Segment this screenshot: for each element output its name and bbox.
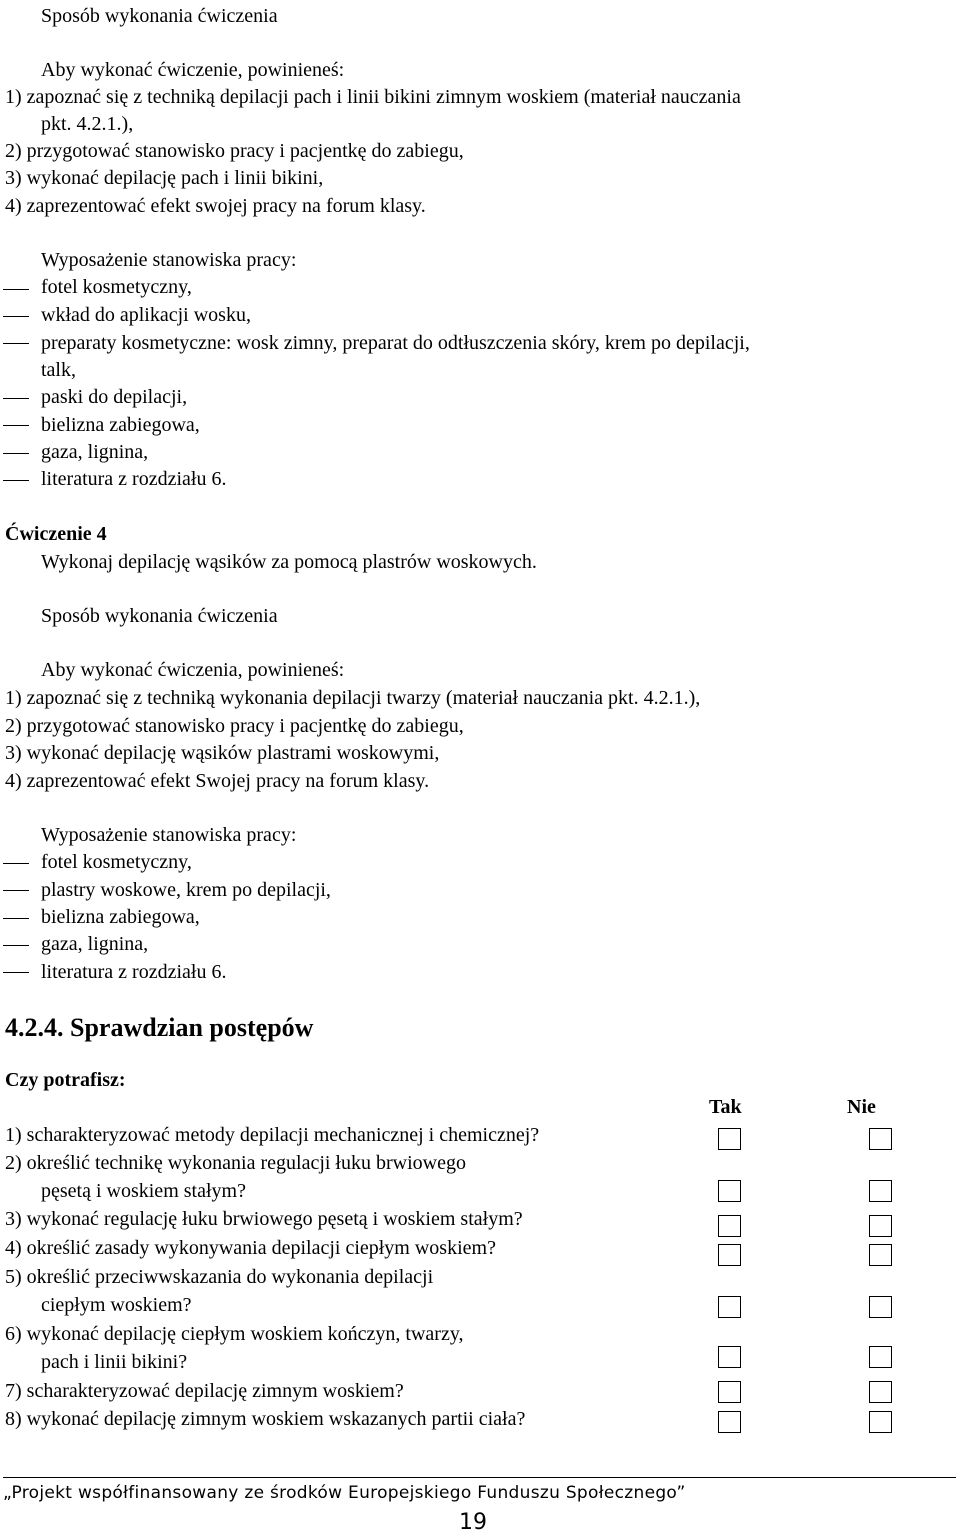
no-checkbox[interactable]	[869, 1128, 892, 1150]
step-item: 1) zapoznać się z techniką wykonania depilacji twarzy (materiał nauczania pkt. 4.2.1.),	[5, 687, 701, 709]
equipment-item: paski do depilacji,	[41, 386, 188, 408]
list-dash	[3, 918, 29, 919]
yes-checkbox[interactable]	[718, 1411, 741, 1433]
yes-checkbox[interactable]	[718, 1215, 741, 1237]
list-dash	[3, 343, 29, 344]
question-item: 5) określić przeciwwskazania do wykonania depilacji	[5, 1266, 434, 1288]
footer-divider	[3, 1477, 956, 1478]
method-intro: Aby wykonać ćwiczenie, powinieneś:	[41, 59, 345, 81]
yes-checkbox[interactable]	[718, 1296, 741, 1318]
no-checkbox[interactable]	[869, 1381, 892, 1403]
question-item-continuation: pach i linii bikini?	[41, 1351, 188, 1373]
column-yes-header: Tak	[709, 1096, 742, 1118]
page-number: 19	[459, 1510, 487, 1535]
exercise-heading: Ćwiczenie 4	[5, 523, 107, 545]
yes-checkbox[interactable]	[718, 1128, 741, 1150]
question-item: 7) scharakteryzować depilację zimnym woskiem?	[5, 1380, 404, 1402]
list-dash	[3, 863, 29, 864]
method-title: Sposób wykonania ćwiczenia	[41, 5, 278, 27]
question-item: 4) określić zasady wykonywania depilacji ciepłym woskiem?	[5, 1237, 496, 1259]
equipment-title: Wyposażenie stanowiska pracy:	[41, 249, 297, 271]
no-checkbox[interactable]	[869, 1215, 892, 1237]
equipment-item: gaza, lignina,	[41, 933, 149, 955]
equipment-item-continuation: talk,	[41, 359, 76, 381]
question-item: 3) wykonać regulację łuku brwiowego pęsetą i woskiem stałym?	[5, 1208, 523, 1230]
equipment-item: bielizna zabiegowa,	[41, 414, 200, 436]
equipment-item: plastry woskowe, krem po depilacji,	[41, 879, 331, 901]
step-item: 4) zaprezentować efekt swojej pracy na forum klasy.	[5, 195, 426, 217]
no-checkbox[interactable]	[869, 1244, 892, 1266]
exercise-task: Wykonaj depilację wąsików za pomocą plastrów woskowych.	[41, 551, 537, 573]
step-item: 3) wykonać depilację wąsików plastrami woskowymi,	[5, 742, 440, 764]
step-item: 3) wykonać depilację pach i linii bikini,	[5, 167, 324, 189]
method-intro: Aby wykonać ćwiczenia, powinieneś:	[41, 659, 345, 681]
yes-checkbox[interactable]	[718, 1180, 741, 1202]
yes-checkbox[interactable]	[718, 1381, 741, 1403]
list-dash	[3, 398, 29, 399]
list-dash	[3, 453, 29, 454]
equipment-item: bielizna zabiegowa,	[41, 906, 200, 928]
equipment-item: gaza, lignina,	[41, 441, 149, 463]
no-checkbox[interactable]	[869, 1346, 892, 1368]
list-dash	[3, 890, 29, 891]
question-item: 8) wykonać depilację zimnym woskiem wskazanych partii ciała?	[5, 1408, 526, 1430]
step-item: 2) przygotować stanowisko pracy i pacjentkę do zabiegu,	[5, 140, 464, 162]
equipment-item: wkład do aplikacji wosku,	[41, 304, 251, 326]
footer-text: „Projekt współfinansowany ze środków Europejskiego Funduszu Społecznego”	[3, 1483, 686, 1503]
column-no-header: Nie	[847, 1096, 876, 1118]
method-title: Sposób wykonania ćwiczenia	[41, 605, 278, 627]
list-dash	[3, 425, 29, 426]
no-checkbox[interactable]	[869, 1411, 892, 1433]
progress-subheading: Czy potrafisz:	[5, 1069, 126, 1091]
yes-checkbox[interactable]	[718, 1346, 741, 1368]
question-item: 1) scharakteryzować metody depilacji mechanicznej i chemicznej?	[5, 1124, 540, 1146]
list-dash	[3, 480, 29, 481]
question-item: 6) wykonać depilację ciepłym woskiem kończyn, twarzy,	[5, 1323, 464, 1345]
step-item: 2) przygotować stanowisko pracy i pacjentkę do zabiegu,	[5, 715, 464, 737]
progress-heading: 4.2.4. Sprawdzian postępów	[5, 1013, 314, 1042]
equipment-item: literatura z rozdziału 6.	[41, 468, 227, 490]
list-dash	[3, 316, 29, 317]
equipment-title: Wyposażenie stanowiska pracy:	[41, 824, 297, 846]
list-dash	[3, 289, 29, 290]
question-item-continuation: ciepłym woskiem?	[41, 1294, 192, 1316]
step-item: 1) zapoznać się z techniką depilacji pach i linii bikini zimnym woskiem (materiał nauczania	[5, 86, 741, 108]
yes-checkbox[interactable]	[718, 1244, 741, 1266]
equipment-item: fotel kosmetyczny,	[41, 276, 192, 298]
equipment-item: fotel kosmetyczny,	[41, 851, 192, 873]
question-item-continuation: pęsetą i woskiem stałym?	[41, 1180, 246, 1202]
question-item: 2) określić technikę wykonania regulacji łuku brwiowego	[5, 1152, 466, 1174]
equipment-item: literatura z rozdziału 6.	[41, 961, 227, 983]
step-item-continuation: pkt. 4.2.1.),	[41, 113, 134, 135]
step-item: 4) zaprezentować efekt Swojej pracy na forum klasy.	[5, 770, 430, 792]
no-checkbox[interactable]	[869, 1180, 892, 1202]
list-dash	[3, 972, 29, 973]
list-dash	[3, 945, 29, 946]
no-checkbox[interactable]	[869, 1296, 892, 1318]
equipment-item: preparaty kosmetyczne: wosk zimny, preparat do odtłuszczenia skóry, krem po depilacji,	[41, 332, 750, 354]
